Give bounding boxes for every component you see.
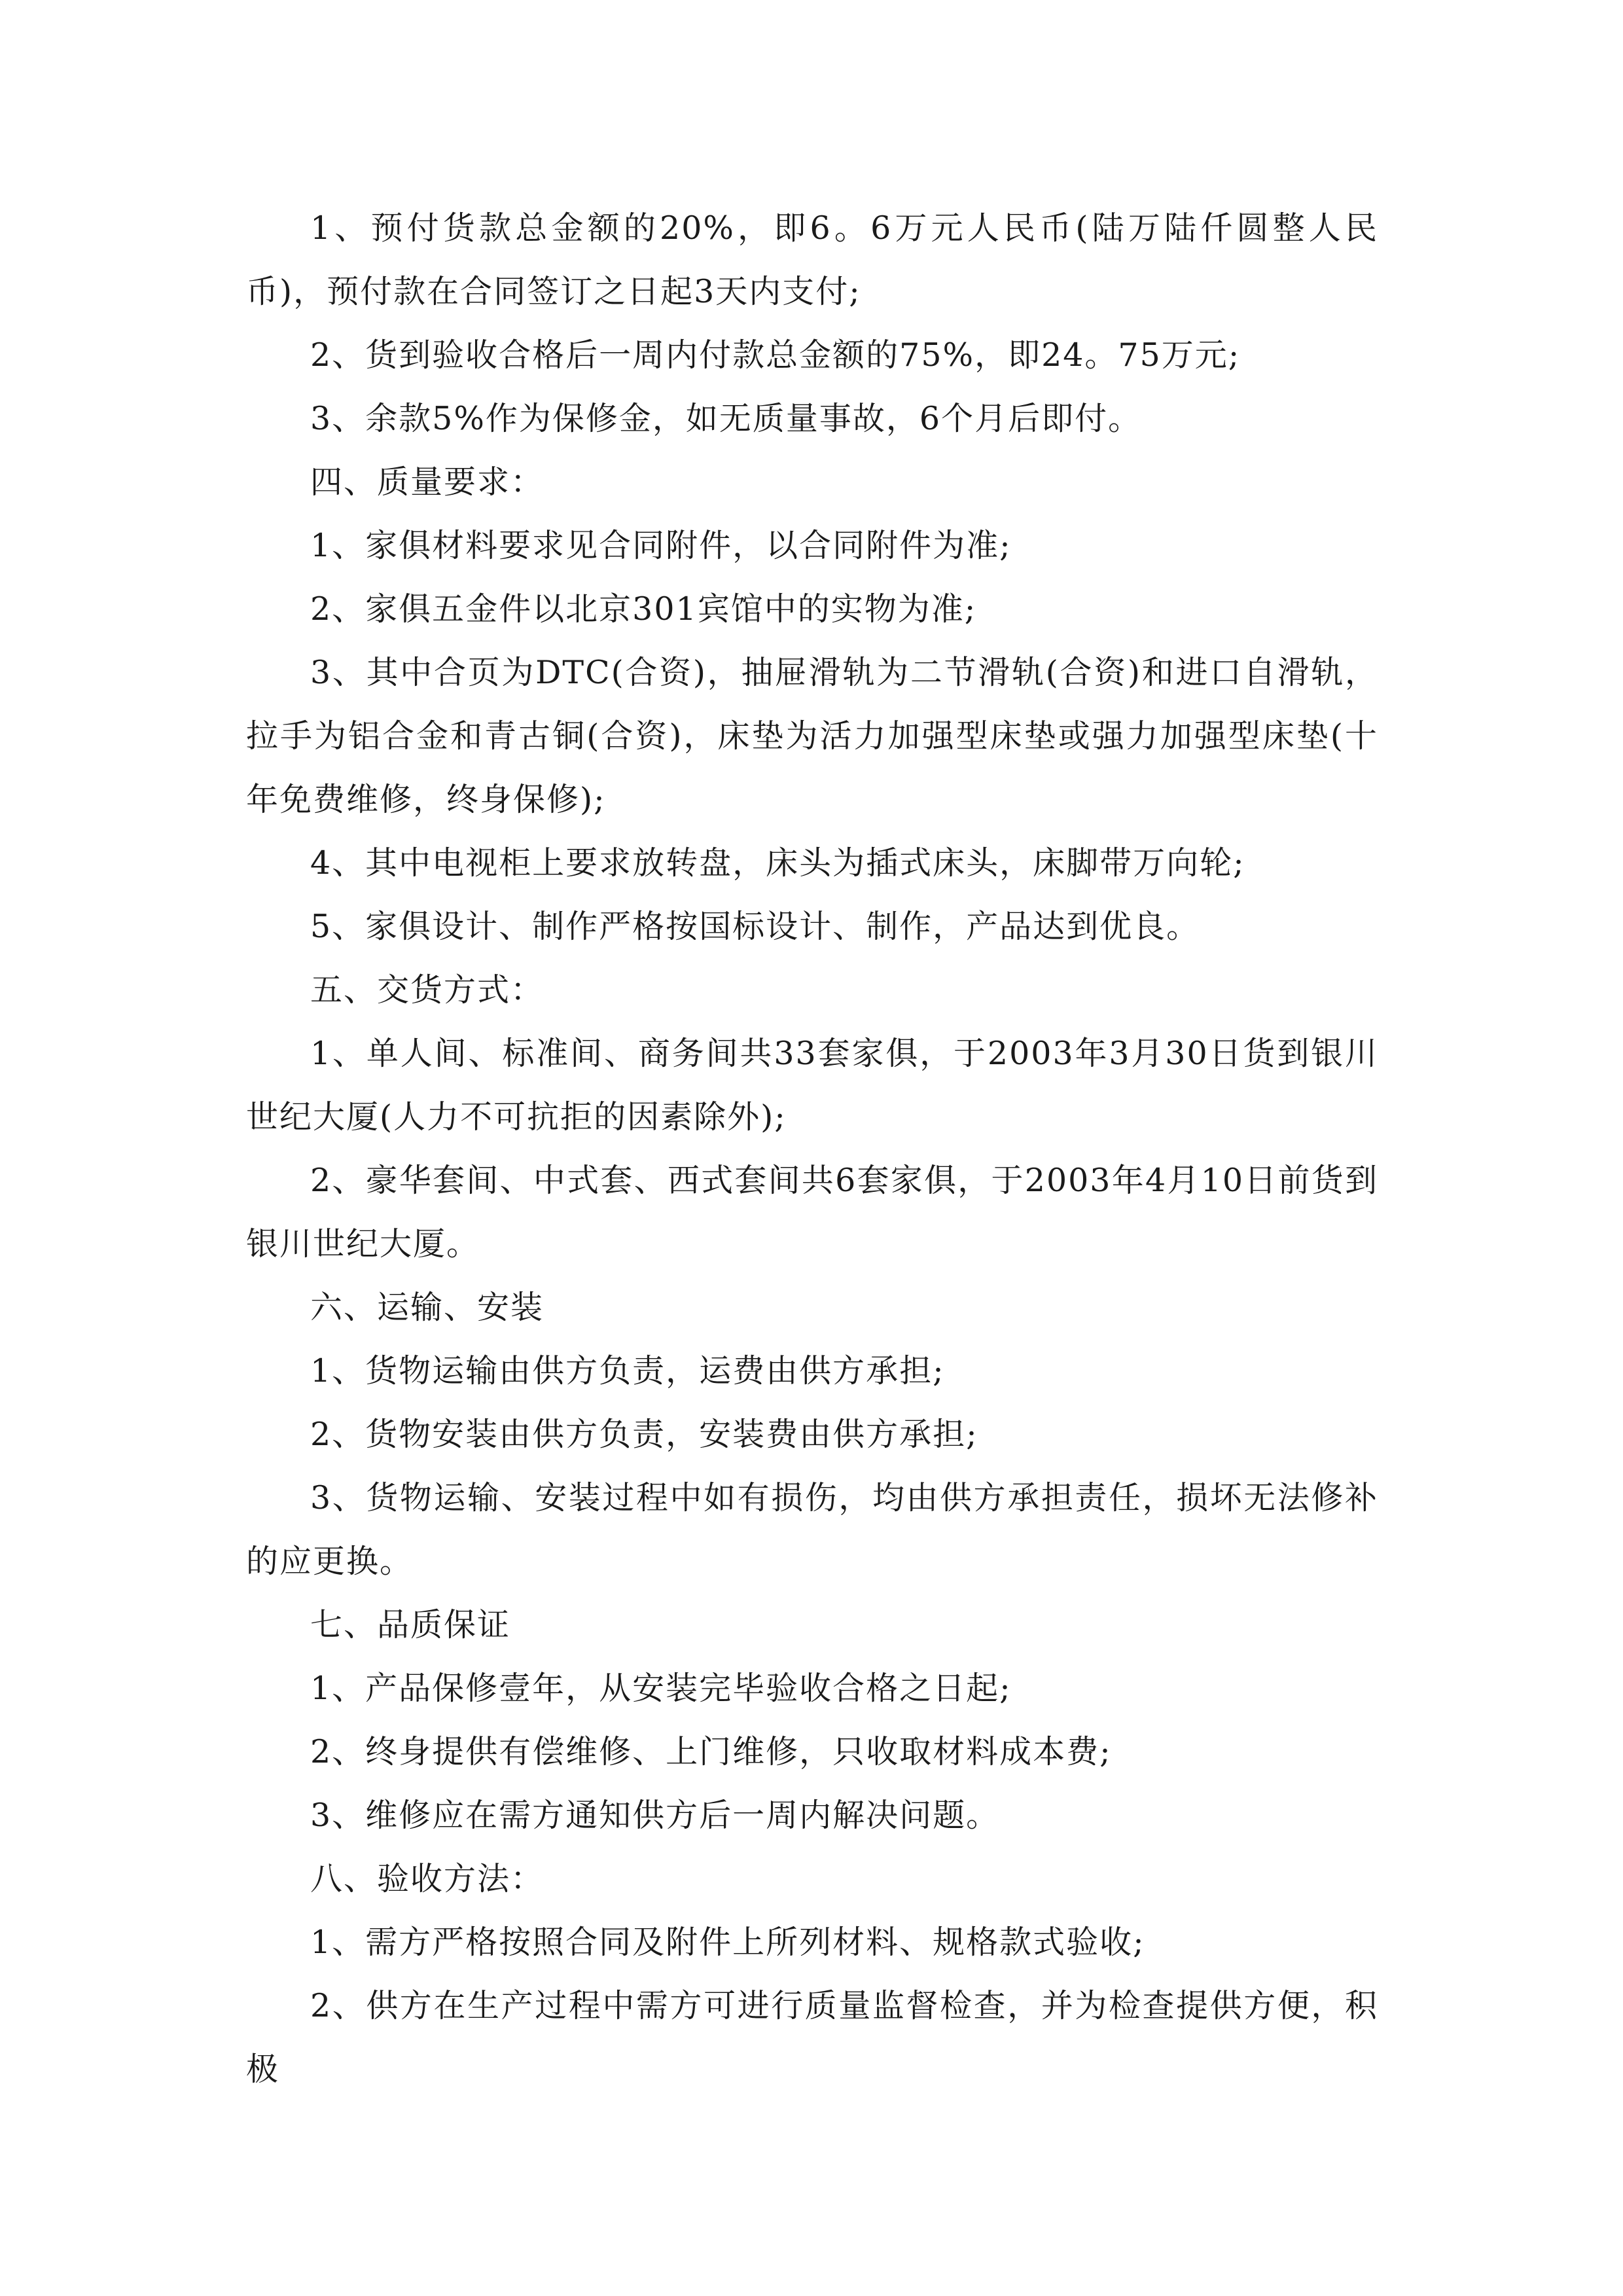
paragraph: 2、终身提供有偿维修、上门维修，只收取材料成本费; [310, 1733, 1112, 1770]
paragraph: 1、单人间、标准间、商务间共33套家俱，于2003年3月30日货到银川世纪大厦(人力不可抗拒的因素除外); [246, 1035, 1378, 1136]
paragraph: 4、其中电视柜上要求放转盘，床头为插式床头，床脚带万向轮; [310, 844, 1245, 882]
section-heading: 六、运输、安装 [310, 1289, 544, 1326]
section-heading: 八、验收方法： [310, 1860, 544, 1897]
paragraph: 3、其中合页为DTC(合资)，抽屉滑轨为二节滑轨(合资)和进口自滑轨，拉手为铝合金和青古铜(合资)，床垫为活力加强型床垫或强力加强型床垫(十年免费维修，终身保修); [246, 654, 1378, 818]
section-heading: 七、品质保证 [310, 1606, 511, 1643]
document-body [246, 196, 1378, 2101]
paragraph: 1、货物运输由供方负责，运费由供方承担; [310, 1352, 945, 1390]
paragraph: 1、产品保修壹年，从安装完毕验收合格之日起; [310, 1670, 1012, 1707]
paragraph: 2、货到验收合格后一周内付款总金额的75%，即24。75万元; [310, 336, 1241, 374]
paragraph: 2、货物安装由供方负责，安装费由供方承担; [310, 1416, 978, 1453]
paragraph: 1、需方严格按照合同及附件上所列材料、规格款式验收; [310, 1924, 1145, 1961]
paragraph: 2、家俱五金件以北京301宾馆中的实物为准; [310, 590, 977, 628]
paragraph: 3、余款5%作为保修金，如无质量事故，6个月后即付。 [310, 400, 1142, 437]
paragraph: 3、货物运输、安装过程中如有损伤，均由供方承担责任，损坏无法修补的应更换。 [246, 1479, 1378, 1580]
paragraph: 2、供方在生产过程中需方可进行质量监督检查，并为检查提供方便，积极 [246, 1987, 1378, 2088]
paragraph: 1、预付货款总金额的20%，即6。6万元人民币(陆万陆仟圆整人民币)，预付款在合同签订之日起3天内支付; [246, 209, 1378, 310]
paragraph: 3、维修应在需方通知供方后一周内解决问题。 [310, 1797, 1000, 1834]
paragraph: 5、家俱设计、制作严格按国标设计、制作，产品达到优良。 [310, 908, 1200, 945]
section-heading: 五、交货方式： [310, 971, 544, 1009]
paragraph: 1、家俱材料要求见合同附件，以合同附件为准; [310, 527, 1012, 564]
paragraph: 2、豪华套间、中式套、西式套间共6套家俱，于2003年4月10日前货到银川世纪大厦。 [246, 1162, 1378, 1263]
section-heading: 四、质量要求： [310, 463, 544, 501]
